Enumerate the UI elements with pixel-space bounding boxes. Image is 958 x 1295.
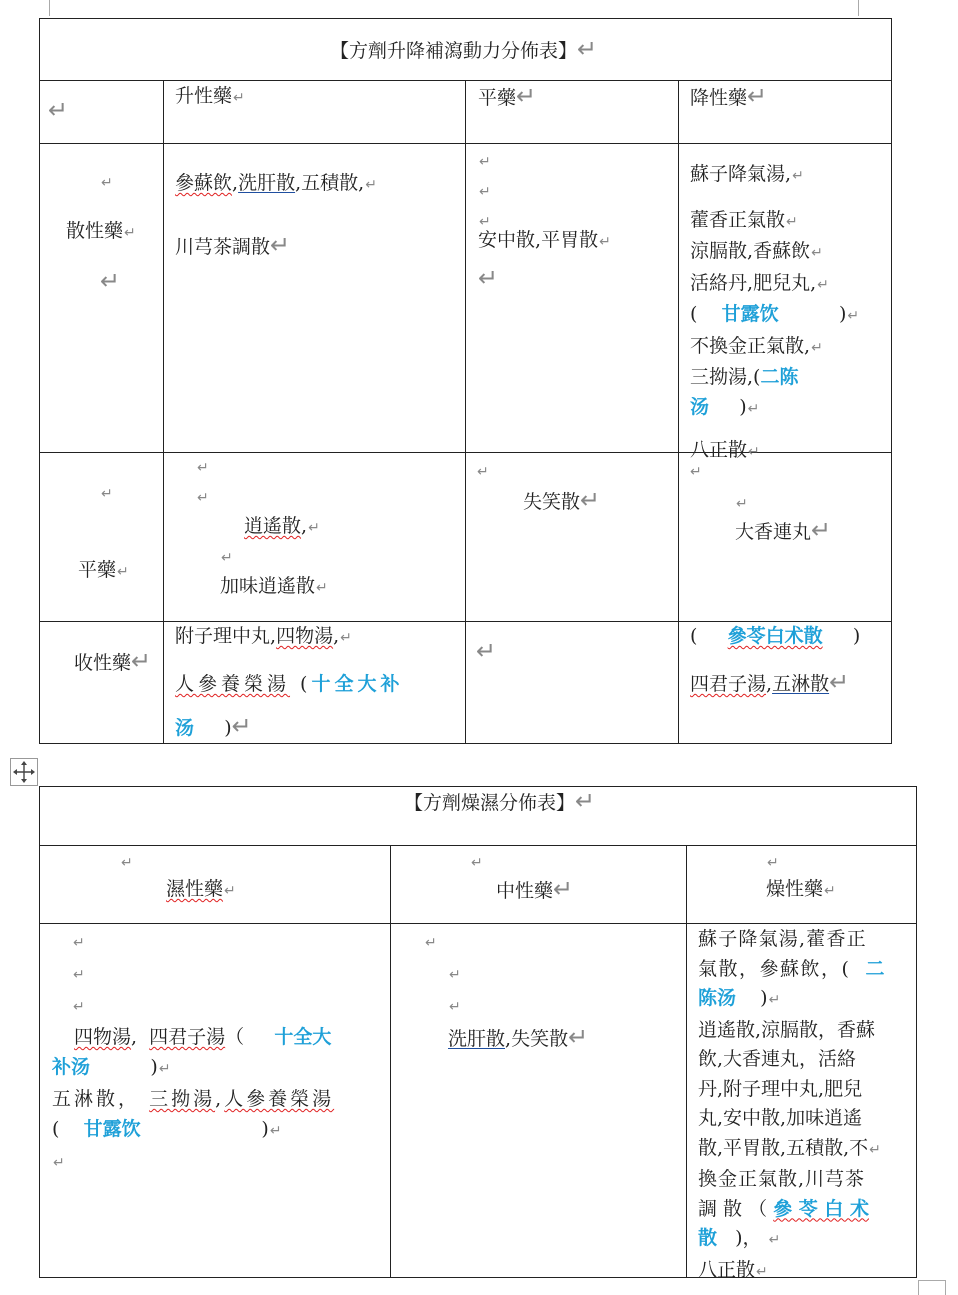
cell-wet: ↵ ↵ ↵ 四物湯, 四君子湯（ 十全大 补汤 )↵ 五淋散， 三拗湯,人參養榮湯 ( 甘露饮 )↵ ↵ [52,935,335,1171]
table-2-title: 【方劑燥濕分佈表】↵ [404,787,596,815]
cell-r1-down: 蘇子降氣湯,↵ 藿香正氣散↵ 涼膈散,香蘇飲↵ 活絡丹,肥兒丸,↵ ( 甘露饮 )↵ 不換金正氣散,↵ 三拗湯,(二陈 汤 )↵ 八正散↵ [690,163,860,461]
cell-r1-up: 參蘇飲,洗肝散,五積散,↵ 川芎茶調散↵ [175,172,377,259]
col-header-flat: 平藥↵ [478,82,537,110]
empty-corner-cell: ↵ [48,96,69,124]
col-header-down: 降性藥↵ [690,82,768,110]
cell-r2-up: ↵ ↵ 逍遙散,↵ ↵ 加味逍遙散↵ [197,460,328,597]
cell-r3-down: ( 參苓白术散 ) 四君子湯,五淋散↵ [690,625,861,696]
table-move-handle-icon[interactable] [10,758,38,786]
cell-r3-flat: ↵ [476,637,497,665]
cell-r3-up: 附子理中丸,四物湯,↵ 人參養榮湯 (十全大补 汤 )↵ [175,625,404,740]
cell-r1-flat: ↵ ↵ ↵ 安中散,平胃散↵ ↵ [478,154,611,292]
row-header-flat: ↵ 平藥↵ [78,486,129,581]
page-corner-mark [49,0,50,16]
col-header-dry: ↵ 燥性藥↵ [766,855,836,900]
row-header-scatter: ↵ 散性藥↵ ↵ [66,175,136,295]
col-header-mid: ↵ 中性藥↵ [471,855,574,903]
cell-mid: ↵ ↵ ↵ 洗肝散,失笑散↵ [425,935,589,1051]
row-header-astringent: 收性藥↵ [74,647,152,675]
cell-r2-flat: ↵ 失笑散↵ [477,464,601,514]
page-corner-mark [918,1280,946,1295]
cell-dry: 蘇子降氣湯,藿香正 氣散，參蘇飲，( 二 陈汤 )↵ 逍遙散,涼膈散，香蘇 飲,大香連丸，活絡 丹,附子理中丸,肥兒 丸,安中散,加味逍遙 散,平胃散,五積散,不↵ 換金正氣散,川芎茶 調 散 （ 參 苓 白 术 散 )， ↵ 八正散↵ [698,928,887,1281]
col-header-up: 升性藥↵ [175,85,245,107]
page-corner-mark [858,0,859,16]
cell-r2-down: ↵ ↵ 大香連丸↵ [690,464,832,544]
table-1-title: 【方劑升降補瀉動力分佈表】↵ [330,35,598,63]
col-header-wet: ↵ 濕性藥↵ [121,855,236,900]
